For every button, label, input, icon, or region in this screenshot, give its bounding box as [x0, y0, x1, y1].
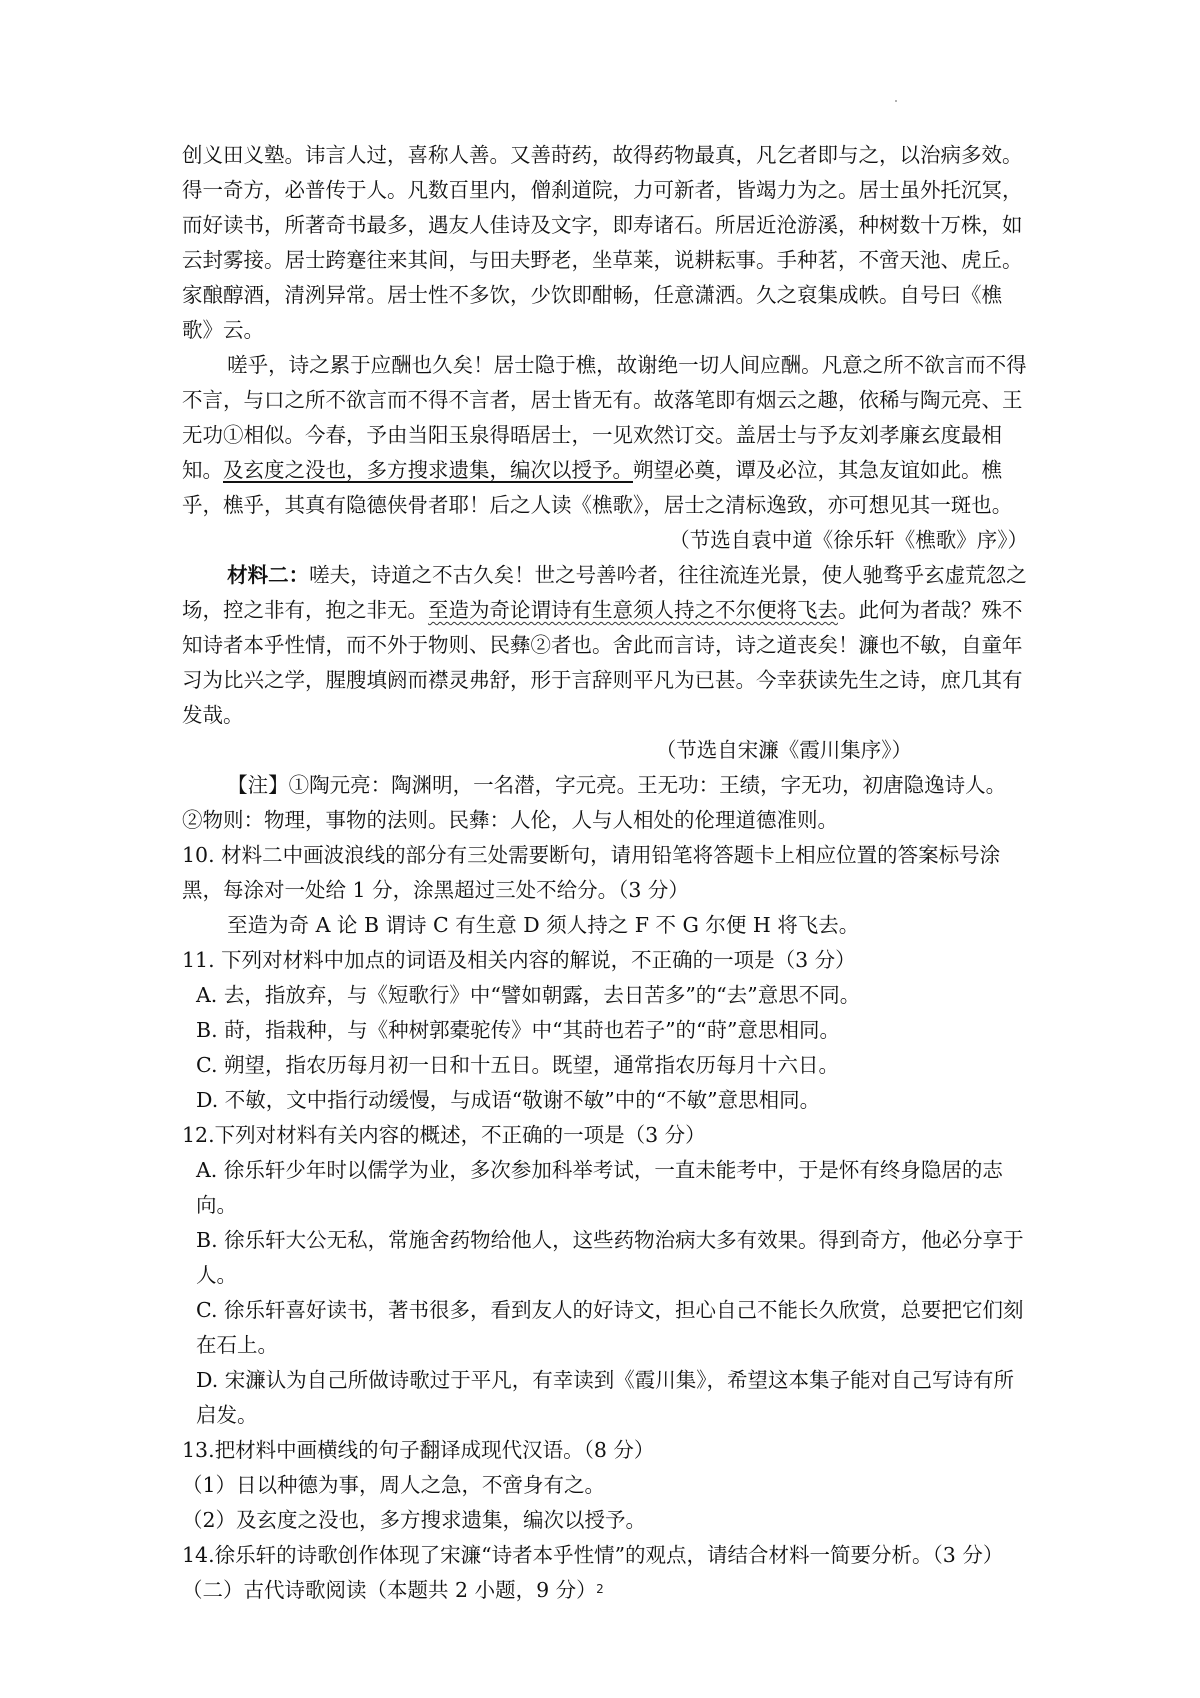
scan-dot	[895, 100, 897, 102]
question-10: 10. 材料二中画波浪线的部分有三处需要断句，请用铅笔将答题卡上相应位置的答案标号涂黑，每涂对一处给 1 分，涂黑超过三处不给分。（3 分）	[182, 843, 1001, 902]
wavy-underlined-sentence: 至造为奇论谓诗有生意须人持之不尔便将飞去	[428, 598, 838, 622]
material1-paragraph-2-b: 朔望必奠，谭及必泣，其急友谊如此。樵乎，樵乎，其真有隐德侠骨者耶！后之人读《樵歌》，居士之清标逸致，亦可想见其一斑也。	[182, 458, 1013, 517]
question-14: 14.徐乐轩的诗歌创作体现了宋濂“诗者本乎性情”的观点，请结合材料一简要分析。（3 分）	[182, 1543, 1004, 1567]
question-13-item-1: （1）日以种德为事，周人之急，不啻身有之。	[182, 1473, 606, 1497]
question-11-option-d: D. 不敏，文中指行动缓慢，与成语“敬谢不敏”中的“不敏”意思相同。	[196, 1088, 821, 1112]
section-2-heading: （二）古代诗歌阅读（本题共 2 小题，9 分）	[182, 1578, 597, 1602]
question-11: 11. 下列对材料中加点的词语及相关内容的解说，不正确的一项是（3 分）	[182, 948, 856, 972]
material2-text-a: 嗟夫，诗道之不古久矣！世之号善吟者，往往流连光景，使人驰骛乎玄虚荒忽之场，控之非有，抱之非无。	[182, 563, 1027, 622]
note-line-1: 【注】①陶元亮：陶渊明，一名潜，字元亮。王无功：王绩，字无功，初唐隐逸诗人。	[227, 773, 1007, 797]
question-13-item-2: （2）及玄度之没也，多方搜求遗集，编次以授予。	[182, 1508, 647, 1532]
material2-paragraph	[182, 558, 1032, 733]
material2-source: （节选自宋濂《霞川集序》）	[655, 738, 912, 762]
question-11-option-c: C. 朔望，指农历每月初一日和十五日。既望，通常指农历每月十六日。	[196, 1053, 839, 1077]
question-12-option-b: B. 徐乐轩大公无私，常施舍药物给他人，这些药物治病大多有效果。得到奇方，他必分享于人。	[196, 1228, 1024, 1287]
underlined-sentence: 及玄度之没也，多方搜求遗集，编次以授予。	[223, 458, 633, 482]
question-12-option-c: C. 徐乐轩喜好读书，著书很多，看到友人的好诗文，担心自己不能长久欣赏，总要把它们刻在石上。	[196, 1298, 1024, 1357]
material1-source: （节选自袁中道《徐乐轩《樵歌》序》）	[669, 528, 1028, 552]
question-12-option-d: D. 宋濂认为自己所做诗歌过于平凡，有幸读到《霞川集》，希望这本集子能对自己写诗有所启发。	[196, 1368, 1014, 1427]
question-12: 12.下列对材料有关内容的概述，不正确的一项是（3 分）	[182, 1123, 706, 1147]
question-12-option-a: A. 徐乐轩少年时以儒学为业，多次参加科举考试，一直未能考中，于是怀有终身隐居的志向。	[196, 1158, 1003, 1217]
question-11-option-a: A. 去，指放弃，与《短歌行》中“譬如朝露，去日苦多”的“去”意思不同。	[196, 983, 861, 1007]
material1-paragraph-1: 创义田义塾。讳言人过，喜称人善。又善莳药，故得药物最真，凡乞者即与之，以治病多效。得一奇方，必普传于人。凡数百里内，僧刹道院，力可新者，皆竭力为之。居士虽外托沉冥，而好读书，所著奇书最多，遇友人佳诗及文字，即寿诸石。所居近沧游溪，种树数十万株，如云封雾接。居士跨蹇往来其间，与田夫野老，坐草莱，说耕耘事。手种茗，不啻天池、虎丘。家酿醇酒，清洌异常。居士性不多饮，少饮即酣畅，任意潇洒。久之裒集成帙。自号曰《樵歌》云。	[182, 143, 1023, 342]
material1-paragraph-2	[182, 348, 1032, 523]
page-content	[182, 138, 1032, 1608]
material2-label: 材料二：	[227, 563, 310, 587]
question-11-option-b: B. 莳，指栽种，与《种树郭橐驼传》中“其莳也若子”的“莳”意思相同。	[196, 1018, 841, 1042]
question-13: 13.把材料中画横线的句子翻译成现代汉语。（8 分）	[182, 1438, 655, 1462]
page-number: 2	[596, 1582, 604, 1596]
note-line-2: ②物则：物理，事物的法则。民彝：人伦，人与人相处的伦理道德准则。	[182, 808, 838, 832]
question-10-sentence: 至造为奇 A 论 B 谓诗 C 有生意 D 须人持之 F 不 G 尔便 H 将飞去。	[227, 913, 860, 937]
material1-paragraph-2-a: 嗟乎，诗之累于应酬也久矣！居士隐于樵，故谢绝一切人间应酬。凡意之所不欲言而不得不言，与口之所不欲言而不得不言者，居士皆无有。故落笔即有烟云之趣，依稀与陶元亮、王无功①相似。今春，予由当阳玉泉得晤居士，一见欢然订交。盖居士与予友刘孝廉玄度最相知。	[182, 353, 1027, 482]
material2-text-b: 。此何为者哉？殊不知诗者本乎性情，而不外于物则、民彝②者也。舍此而言诗，诗之道丧矣！濂也不敏，自童年习为比兴之学，腥膄填阏而襟灵弗舒，形于言辞则平凡为已甚。今幸获读先生之诗，庶几其有发哉。	[182, 598, 1023, 727]
